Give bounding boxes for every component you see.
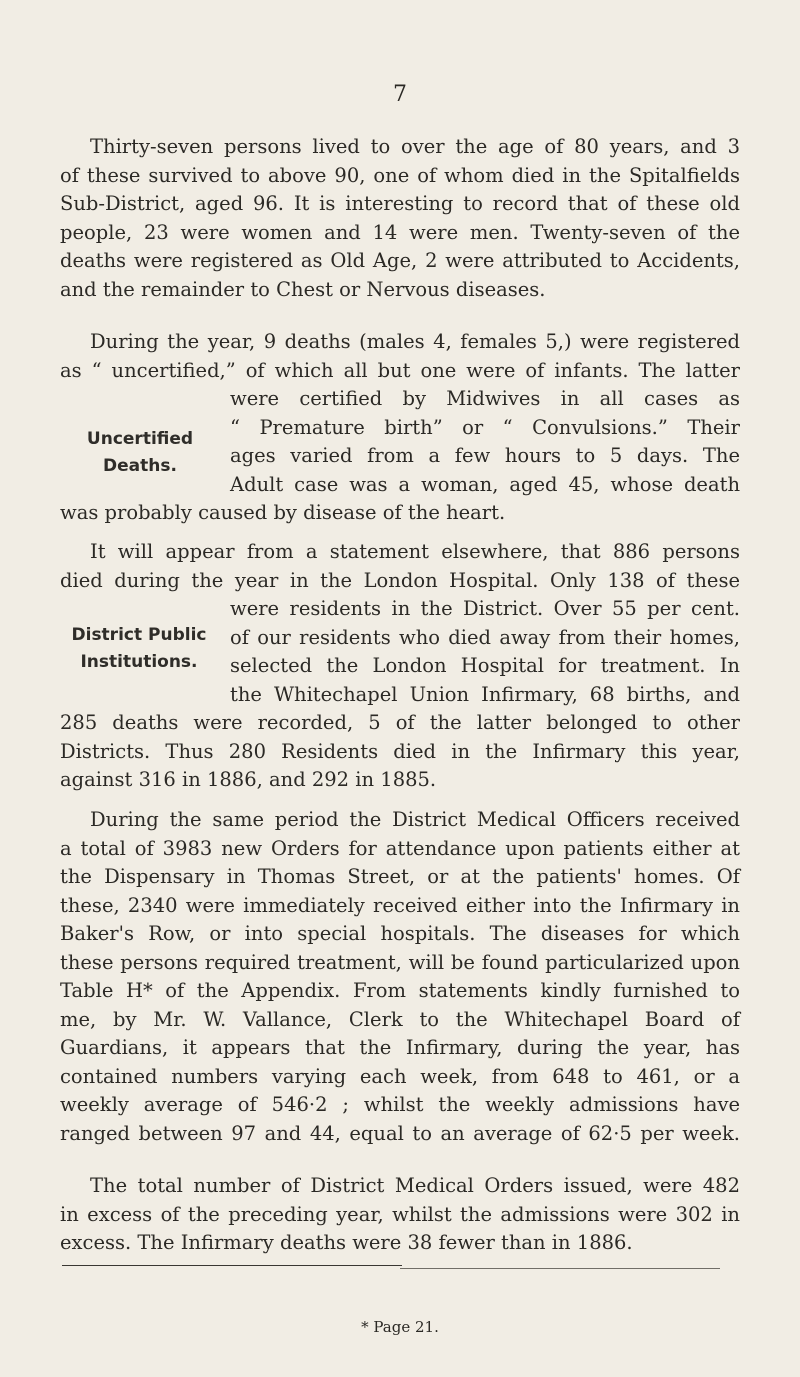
side-heading-line: Institutions. bbox=[80, 652, 198, 672]
text-line: 285 deaths were recorded, 5 of the latter belonged to other bbox=[60, 711, 740, 734]
footnote-rule-right bbox=[400, 1268, 720, 1269]
paragraph-old-age bbox=[60, 133, 740, 304]
text-line: During the same period the District Medical Officers received bbox=[90, 808, 740, 831]
side-heading-district-institutions bbox=[48, 622, 230, 676]
text-line: Districts. Thus 280 Residents died in the Infirmary this year, bbox=[60, 739, 740, 763]
text-line: Baker's Row, or into special hospitals. The diseases for which bbox=[60, 922, 740, 945]
side-heading-line: District Public bbox=[71, 625, 207, 645]
paragraph-totals bbox=[60, 1172, 740, 1258]
text-line: Sub-District, aged 96. It is interesting to record that of these old bbox=[60, 192, 740, 215]
text-line: me, by Mr. W. Vallance, Clerk to the Whitechapel Board of bbox=[60, 1007, 740, 1031]
side-heading-line: Deaths. bbox=[103, 456, 177, 476]
text-line: of our residents who died away from their homes, bbox=[230, 625, 740, 649]
text-line: selected the London Hospital for treatment. In bbox=[230, 654, 740, 677]
footnote: * Page 21. bbox=[361, 1318, 439, 1336]
text-line: Thirty-seven persons lived to over the age of 80 years, and 3 bbox=[90, 135, 740, 158]
text-line: of these survived to above 90, one of whom died in the Spitalfields bbox=[60, 163, 740, 187]
paragraph-medical-orders bbox=[60, 806, 740, 1148]
text-line: Adult case was a woman, aged 45, whose death bbox=[230, 472, 740, 496]
text-line: It will appear from a statement elsewhere, that 886 persons bbox=[90, 540, 740, 563]
text-line: died during the year in the London Hospital. Only 138 of these bbox=[60, 568, 740, 592]
text-line: Guardians, it appears that the Infirmary, during the year, has bbox=[60, 1036, 740, 1059]
text-line: as “ uncertified,” of which all but one were of infants. The latter bbox=[60, 358, 740, 382]
text-line: the Dispensary in Thomas Street, or at the patients' homes. Of bbox=[60, 865, 740, 888]
text-line: and the remainder to Chest or Nervous diseases. bbox=[60, 277, 546, 301]
text-line: were residents in the District. Over 55 per cent. bbox=[230, 597, 740, 620]
text-line: in excess of the preceding year, whilst the admissions were 302 in bbox=[60, 1202, 740, 1226]
text-line: were certified by Midwives in all cases as bbox=[230, 387, 740, 410]
page-number: 7 bbox=[393, 82, 407, 107]
text-line: weekly average of 546·2 ; whilst the weekly admissions have bbox=[60, 1093, 740, 1116]
text-line: The total number of District Medical Orders issued, were 482 bbox=[90, 1174, 740, 1197]
text-line: against 316 in 1886, and 292 in 1885. bbox=[60, 768, 437, 791]
side-heading-line: Uncertified bbox=[86, 429, 194, 449]
side-heading-uncertified-deaths bbox=[55, 426, 225, 480]
text-line: these persons required treatment, will be found particularized upon bbox=[60, 950, 740, 974]
text-line: was probably caused by disease of the heart. bbox=[60, 501, 506, 524]
text-line: people, 23 were women and 14 were men. Twenty-seven of the bbox=[60, 220, 740, 244]
text-line: contained numbers varying each week, from 648 to 461, or a bbox=[60, 1064, 740, 1088]
text-line: ages varied from a few hours to 5 days. The bbox=[230, 444, 740, 467]
text-line: During the year, 9 deaths (males 4, females 5,) were registered bbox=[90, 330, 740, 353]
text-line: “ Premature birth” or “ Convulsions.” Their bbox=[230, 415, 740, 439]
text-line: the Whitechapel Union Infirmary, 68 births, and bbox=[230, 682, 740, 706]
text-line: excess. The Infirmary deaths were 38 fewer than in 1886. bbox=[60, 1231, 633, 1254]
text-line: Table H* of the Appendix. From statements kindly furnished to bbox=[60, 979, 740, 1002]
text-line: a total of 3983 new Orders for attendance upon patients either at bbox=[60, 836, 740, 860]
text-line: these, 2340 were immediately received either into the Infirmary in bbox=[60, 893, 740, 917]
footnote-rule-left bbox=[62, 1265, 402, 1266]
text-line: ranged between 97 and 44, equal to an average of 62·5 per week. bbox=[60, 1121, 740, 1145]
text-line: deaths were registered as Old Age, 2 were attributed to Accidents, bbox=[60, 249, 740, 272]
